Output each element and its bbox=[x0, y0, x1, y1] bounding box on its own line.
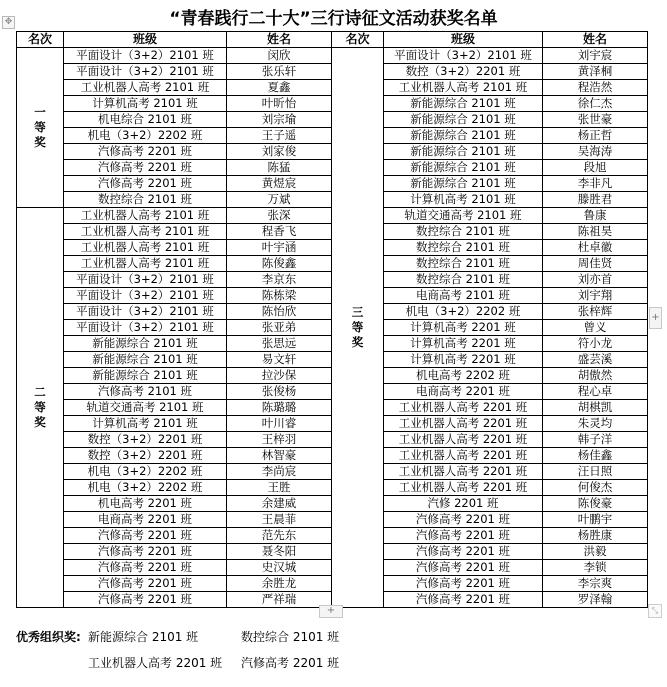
name-cell: 叶宇涵 bbox=[227, 240, 332, 256]
name-cell: 符小龙 bbox=[543, 336, 648, 352]
class-cell: 数控综合 2101 班 bbox=[64, 192, 227, 208]
class-cell: 工业机器人高考 2101 班 bbox=[64, 224, 227, 240]
name-cell: 张乐轩 bbox=[227, 64, 332, 80]
name-cell: 王胜 bbox=[227, 480, 332, 496]
rank-label-char: 等 bbox=[351, 320, 364, 334]
class-cell: 新能源综合 2101 班 bbox=[384, 112, 543, 128]
header-rank-right: 名次 bbox=[332, 32, 384, 48]
name-cell: 夏鑫 bbox=[227, 80, 332, 96]
table-header-row bbox=[17, 32, 648, 48]
name-cell: 张深 bbox=[227, 208, 332, 224]
name-cell: 聂冬阳 bbox=[227, 544, 332, 560]
class-cell: 工业机器人高考 2201 班 bbox=[384, 416, 543, 432]
header-name-right: 姓名 bbox=[543, 32, 648, 48]
class-cell: 新能源综合 2101 班 bbox=[384, 144, 543, 160]
class-cell: 汽修 2201 班 bbox=[384, 496, 543, 512]
class-cell: 数控（3+2）2201 班 bbox=[64, 432, 227, 448]
class-cell: 数控（3+2）2201 班 bbox=[384, 64, 543, 80]
name-cell: 陈怡欣 bbox=[227, 304, 332, 320]
class-cell: 数控综合 2101 班 bbox=[384, 224, 543, 240]
class-cell: 机电（3+2）2202 班 bbox=[64, 464, 227, 480]
class-cell: 汽修高考 2201 班 bbox=[64, 592, 227, 608]
name-cell: 李宗爽 bbox=[543, 576, 648, 592]
organization-award-item: 汽修高考 2201 班 bbox=[241, 656, 340, 670]
class-cell: 汽修高考 2101 班 bbox=[64, 384, 227, 400]
header-name-left: 姓名 bbox=[227, 32, 332, 48]
add-row-button[interactable]: + bbox=[319, 605, 343, 618]
name-cell: 拉沙保 bbox=[227, 368, 332, 384]
class-cell: 汽修高考 2201 班 bbox=[64, 160, 227, 176]
award-table bbox=[16, 31, 648, 608]
class-cell: 汽修高考 2201 班 bbox=[64, 144, 227, 160]
name-cell: 程心卓 bbox=[543, 384, 648, 400]
rank-label-char: 奖 bbox=[351, 335, 364, 349]
class-cell: 计算机高考 2201 班 bbox=[384, 352, 543, 368]
name-cell: 洪毅 bbox=[543, 544, 648, 560]
name-cell: 陈俊鑫 bbox=[227, 256, 332, 272]
name-cell: 曾义 bbox=[543, 320, 648, 336]
class-cell: 汽修高考 2201 班 bbox=[384, 544, 543, 560]
class-cell: 新能源综合 2101 班 bbox=[64, 368, 227, 384]
name-cell: 严祥瑞 bbox=[227, 592, 332, 608]
name-cell: 刘家俊 bbox=[227, 144, 332, 160]
name-cell: 叶昕怡 bbox=[227, 96, 332, 112]
rank-label-char: 一 bbox=[34, 105, 46, 119]
name-cell: 刘宗瑜 bbox=[227, 112, 332, 128]
name-cell: 叶川睿 bbox=[227, 416, 332, 432]
rank-label-char: 奖 bbox=[34, 415, 46, 429]
name-cell: 李非凡 bbox=[543, 176, 648, 192]
class-cell: 工业机器人高考 2101 班 bbox=[64, 240, 227, 256]
organization-award-item: 工业机器人高考 2201 班 bbox=[88, 656, 223, 670]
class-cell: 平面设计（3+2）2101 班 bbox=[64, 272, 227, 288]
name-cell: 程浩然 bbox=[543, 80, 648, 96]
name-cell: 陈璐璐 bbox=[227, 400, 332, 416]
class-cell: 汽修高考 2201 班 bbox=[384, 512, 543, 528]
class-cell: 汽修高考 2201 班 bbox=[384, 592, 543, 608]
add-column-button[interactable]: + bbox=[649, 307, 662, 329]
name-cell: 朱灵均 bbox=[543, 416, 648, 432]
name-cell: 滕胜君 bbox=[543, 192, 648, 208]
class-cell: 新能源综合 2101 班 bbox=[384, 176, 543, 192]
class-cell: 机电综合 2101 班 bbox=[64, 112, 227, 128]
class-cell: 电商高考 2201 班 bbox=[64, 512, 227, 528]
class-cell: 计算机高考 2101 班 bbox=[384, 192, 543, 208]
name-cell: 张亚弟 bbox=[227, 320, 332, 336]
name-cell: 周佳贤 bbox=[543, 256, 648, 272]
class-cell: 工业机器人高考 2201 班 bbox=[384, 464, 543, 480]
name-cell: 段旭 bbox=[543, 160, 648, 176]
class-cell: 工业机器人高考 2201 班 bbox=[384, 480, 543, 496]
award-table-body bbox=[17, 48, 648, 608]
class-cell: 数控（3+2）2201 班 bbox=[64, 448, 227, 464]
name-cell: 余建威 bbox=[227, 496, 332, 512]
class-cell: 新能源综合 2101 班 bbox=[384, 128, 543, 144]
class-cell: 计算机高考 2101 班 bbox=[64, 96, 227, 112]
name-cell: 徐仁杰 bbox=[543, 96, 648, 112]
class-cell: 汽修高考 2201 班 bbox=[384, 528, 543, 544]
rank-label-char: 二 bbox=[34, 385, 46, 399]
name-cell: 王子遥 bbox=[227, 128, 332, 144]
class-cell: 工业机器人高考 2101 班 bbox=[384, 80, 543, 96]
class-cell: 平面设计（3+2）2101 班 bbox=[384, 48, 543, 64]
name-cell: 黄泽桐 bbox=[543, 64, 648, 80]
class-cell: 平面设计（3+2）2101 班 bbox=[64, 320, 227, 336]
name-cell: 杜卓徽 bbox=[543, 240, 648, 256]
class-cell: 汽修高考 2201 班 bbox=[64, 576, 227, 592]
class-cell: 数控综合 2101 班 bbox=[384, 256, 543, 272]
name-cell: 杨胜康 bbox=[543, 528, 648, 544]
class-cell: 数控综合 2101 班 bbox=[384, 272, 543, 288]
header-class-right: 班级 bbox=[384, 32, 543, 48]
name-cell: 何俊杰 bbox=[543, 480, 648, 496]
class-cell: 新能源综合 2101 班 bbox=[64, 352, 227, 368]
rank-label-char: 等 bbox=[34, 120, 46, 134]
class-cell: 工业机器人高考 2101 班 bbox=[64, 256, 227, 272]
name-cell: 罗泽翰 bbox=[543, 592, 648, 608]
name-cell: 盛芸溪 bbox=[543, 352, 648, 368]
class-cell: 机电高考 2201 班 bbox=[64, 496, 227, 512]
class-cell: 汽修高考 2201 班 bbox=[64, 544, 227, 560]
organization-award-item: 数控综合 2101 班 bbox=[241, 630, 340, 644]
class-cell: 平面设计（3+2）2101 班 bbox=[64, 304, 227, 320]
rank-label-char: 三 bbox=[351, 305, 364, 319]
class-cell: 汽修高考 2201 班 bbox=[64, 528, 227, 544]
name-cell: 张俊杨 bbox=[227, 384, 332, 400]
class-cell: 轨道交通高考 2101 班 bbox=[64, 400, 227, 416]
rank-cell-left bbox=[17, 208, 64, 608]
name-cell: 林智豪 bbox=[227, 448, 332, 464]
class-cell: 工业机器人高考 2101 班 bbox=[64, 208, 227, 224]
organization-award-label: 优秀组织奖: bbox=[16, 630, 81, 644]
document-title: “青春践行二十大”三行诗征文活动获奖名单 bbox=[169, 9, 498, 29]
name-cell: 胡棋凯 bbox=[543, 400, 648, 416]
name-cell: 史汉城 bbox=[227, 560, 332, 576]
name-cell: 王晨菲 bbox=[227, 512, 332, 528]
class-cell: 汽修高考 2201 班 bbox=[64, 560, 227, 576]
name-cell: 胡傲然 bbox=[543, 368, 648, 384]
name-cell: 张世豪 bbox=[543, 112, 648, 128]
header-rank-left: 名次 bbox=[17, 32, 64, 48]
rank-label-char: 等 bbox=[34, 400, 46, 414]
name-cell: 陈栋梁 bbox=[227, 288, 332, 304]
class-cell: 汽修高考 2201 班 bbox=[64, 176, 227, 192]
name-cell: 范先东 bbox=[227, 528, 332, 544]
class-cell: 新能源综合 2101 班 bbox=[384, 96, 543, 112]
class-cell: 电商高考 2101 班 bbox=[384, 288, 543, 304]
class-cell: 机电（3+2）2202 班 bbox=[64, 128, 227, 144]
name-cell: 韩子洋 bbox=[543, 432, 648, 448]
class-cell: 电商高考 2201 班 bbox=[384, 384, 543, 400]
name-cell: 张梓辉 bbox=[543, 304, 648, 320]
name-cell: 陈俊豪 bbox=[543, 496, 648, 512]
table-resize-handle-icon[interactable]: ⤡ bbox=[648, 604, 662, 618]
class-cell: 机电（3+2）2202 班 bbox=[384, 304, 543, 320]
name-cell: 吴海涛 bbox=[543, 144, 648, 160]
name-cell: 王梓羽 bbox=[227, 432, 332, 448]
class-cell: 机电高考 2202 班 bbox=[384, 368, 543, 384]
header-class-left: 班级 bbox=[64, 32, 227, 48]
rank-cell-left bbox=[17, 48, 64, 208]
name-cell: 李尚宸 bbox=[227, 464, 332, 480]
class-cell: 平面设计（3+2）2101 班 bbox=[64, 48, 227, 64]
name-cell: 陈猛 bbox=[227, 160, 332, 176]
name-cell: 陈祖昊 bbox=[543, 224, 648, 240]
class-cell: 汽修高考 2201 班 bbox=[384, 560, 543, 576]
name-cell: 黄煜宸 bbox=[227, 176, 332, 192]
table-move-handle-icon[interactable]: ✥ bbox=[2, 16, 15, 29]
class-cell: 汽修高考 2201 班 bbox=[384, 576, 543, 592]
name-cell: 李京东 bbox=[227, 272, 332, 288]
name-cell: 易文轩 bbox=[227, 352, 332, 368]
class-cell: 工业机器人高考 2201 班 bbox=[384, 448, 543, 464]
name-cell: 李锁 bbox=[543, 560, 648, 576]
name-cell: 鲁康 bbox=[543, 208, 648, 224]
name-cell: 叶鹏宇 bbox=[543, 512, 648, 528]
class-cell: 数控综合 2101 班 bbox=[384, 240, 543, 256]
class-cell: 计算机高考 2101 班 bbox=[64, 416, 227, 432]
name-cell: 余胜龙 bbox=[227, 576, 332, 592]
organization-award-item: 新能源综合 2101 班 bbox=[88, 630, 199, 644]
name-cell: 刘亦首 bbox=[543, 272, 648, 288]
rank-label-char: 奖 bbox=[34, 135, 46, 149]
class-cell: 轨道交通高考 2101 班 bbox=[384, 208, 543, 224]
class-cell: 机电（3+2）2202 班 bbox=[64, 480, 227, 496]
name-cell: 汪日照 bbox=[543, 464, 648, 480]
name-cell: 张思远 bbox=[227, 336, 332, 352]
name-cell: 杨佳鑫 bbox=[543, 448, 648, 464]
class-cell: 平面设计（3+2）2101 班 bbox=[64, 64, 227, 80]
rank-cell-right bbox=[332, 48, 384, 608]
class-cell: 计算机高考 2201 班 bbox=[384, 320, 543, 336]
name-cell: 杨正哲 bbox=[543, 128, 648, 144]
class-cell: 计算机高考 2201 班 bbox=[384, 336, 543, 352]
name-cell: 刘宇宸 bbox=[543, 48, 648, 64]
class-cell: 新能源综合 2101 班 bbox=[384, 160, 543, 176]
name-cell: 程香飞 bbox=[227, 224, 332, 240]
table-row bbox=[17, 48, 648, 64]
class-cell: 工业机器人高考 2201 班 bbox=[384, 432, 543, 448]
class-cell: 新能源综合 2101 班 bbox=[64, 336, 227, 352]
class-cell: 平面设计（3+2）2101 班 bbox=[64, 288, 227, 304]
class-cell: 工业机器人高考 2101 班 bbox=[64, 80, 227, 96]
class-cell: 工业机器人高考 2201 班 bbox=[384, 400, 543, 416]
name-cell: 万斌 bbox=[227, 192, 332, 208]
name-cell: 闵欣 bbox=[227, 48, 332, 64]
name-cell: 刘宇翔 bbox=[543, 288, 648, 304]
